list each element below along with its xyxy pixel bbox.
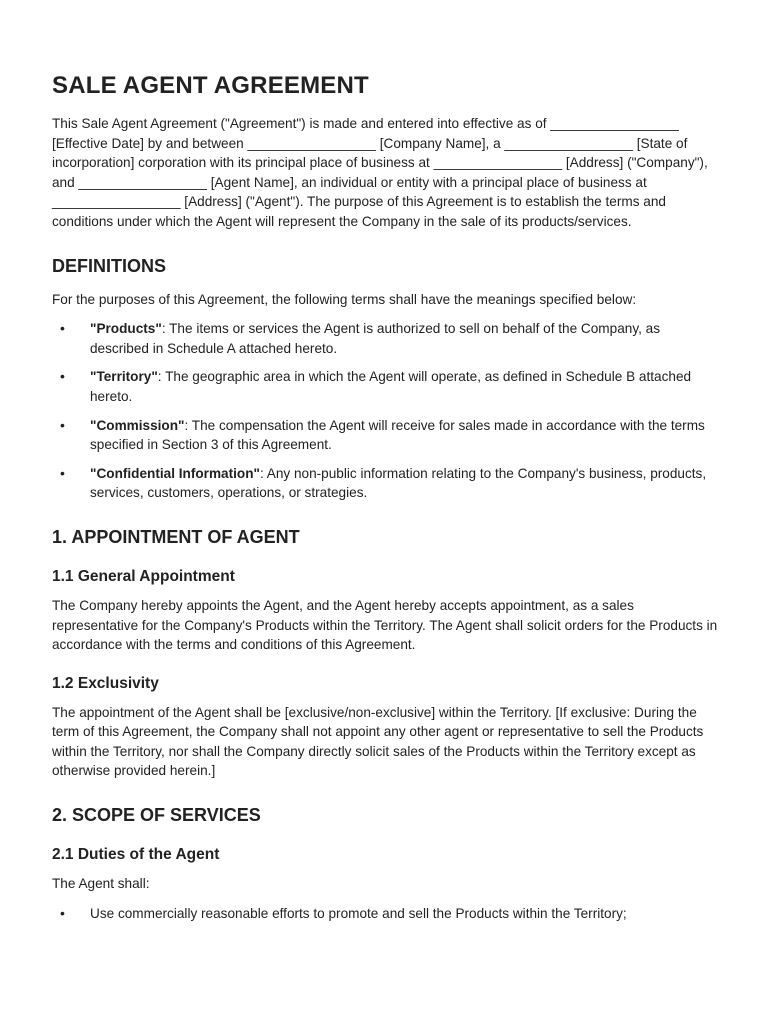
definitions-heading: DEFINITIONS (52, 255, 167, 276)
definitions-list (52, 319, 718, 503)
duty-text: Use commercially reasonable efforts to promote and sell the Products within the Territory; (90, 905, 627, 921)
definition-item (52, 319, 718, 358)
definition-term: "Territory" (90, 369, 158, 385)
section-1-2-text: The appointment of the Agent shall be [exclusive/non-exclusive] within the Territory. [If exclusive: During the term of this Agreement, the Company shall not appoint any other agent or representative to sell the Products within the Territory, nor shall the Company directly solicit sales of the Products within the Territory except as otherwise provided herein.] (52, 704, 704, 779)
duties-list (52, 904, 718, 924)
section-1-2-heading: 1.2 Exclusivity (52, 674, 159, 692)
definition-text: : The compensation the Agent will receive for sales made in accordance with the terms specified in Section 3 of this Agreement. (90, 417, 705, 453)
definition-term: "Commission" (90, 417, 185, 433)
bullet-icon: • (60, 416, 65, 433)
definition-term: "Confidential Information" (90, 465, 260, 481)
definitions-lead: For the purposes of this Agreement, the following terms shall have the meanings specified below: (52, 291, 637, 307)
section-1-1-text: The Company hereby appoints the Agent, and the Agent hereby accepts appointment, as a sales representative for the Company's Products within the Territory. The Agent shall solicit orders for the Products in accordance with the terms and conditions of this Agreement. (52, 597, 718, 653)
section-2-heading: 2. SCOPE OF SERVICES (52, 805, 261, 826)
section-1-heading: 1. APPOINTMENT OF AGENT (52, 526, 300, 547)
bullet-icon: • (60, 904, 65, 921)
definition-item (52, 464, 718, 503)
definition-term: "Products" (90, 321, 162, 337)
definition-item (52, 367, 718, 406)
definition-text: : The geographic area in which the Agent will operate, as defined in Schedule B attached hereto. (90, 369, 692, 404)
duty-item (52, 904, 718, 924)
document-title: SALE AGENT AGREEMENT (52, 72, 369, 99)
section-2-1-lead: The Agent shall: (52, 876, 150, 892)
definition-text: : Any non-public information relating to the Company's business, products, services, customers, operations, or strategies. (90, 465, 707, 501)
bullet-icon: • (60, 320, 65, 337)
definition-text: : The items or services the Agent is authorized to sell on behalf of the Company, as described in Schedule A attached hereto. (90, 321, 661, 356)
definition-item (52, 416, 718, 455)
section-2-1-heading: 2.1 Duties of the Agent (52, 846, 220, 864)
section-1-1-heading: 1.1 General Appointment (52, 567, 235, 585)
intro-paragraph: This Sale Agent Agreement ("Agreement") is made and entered into effective as of _________________ [Effective Date] by and between _________________ [Company Name], a _________________ [State of incorporation] corporation with its principal place of business at _________________ [Address] ("Company"), and _________________ [Agent Name], an individual or entity with a principal place of business at _________________ [Address] ("Agent"). The purpose of this Agreement is to establish the terms and conditions under which the Agent will represent the Company in the sale of its products/services. (52, 116, 708, 229)
bullet-icon: • (60, 464, 65, 481)
bullet-icon: • (60, 368, 65, 385)
